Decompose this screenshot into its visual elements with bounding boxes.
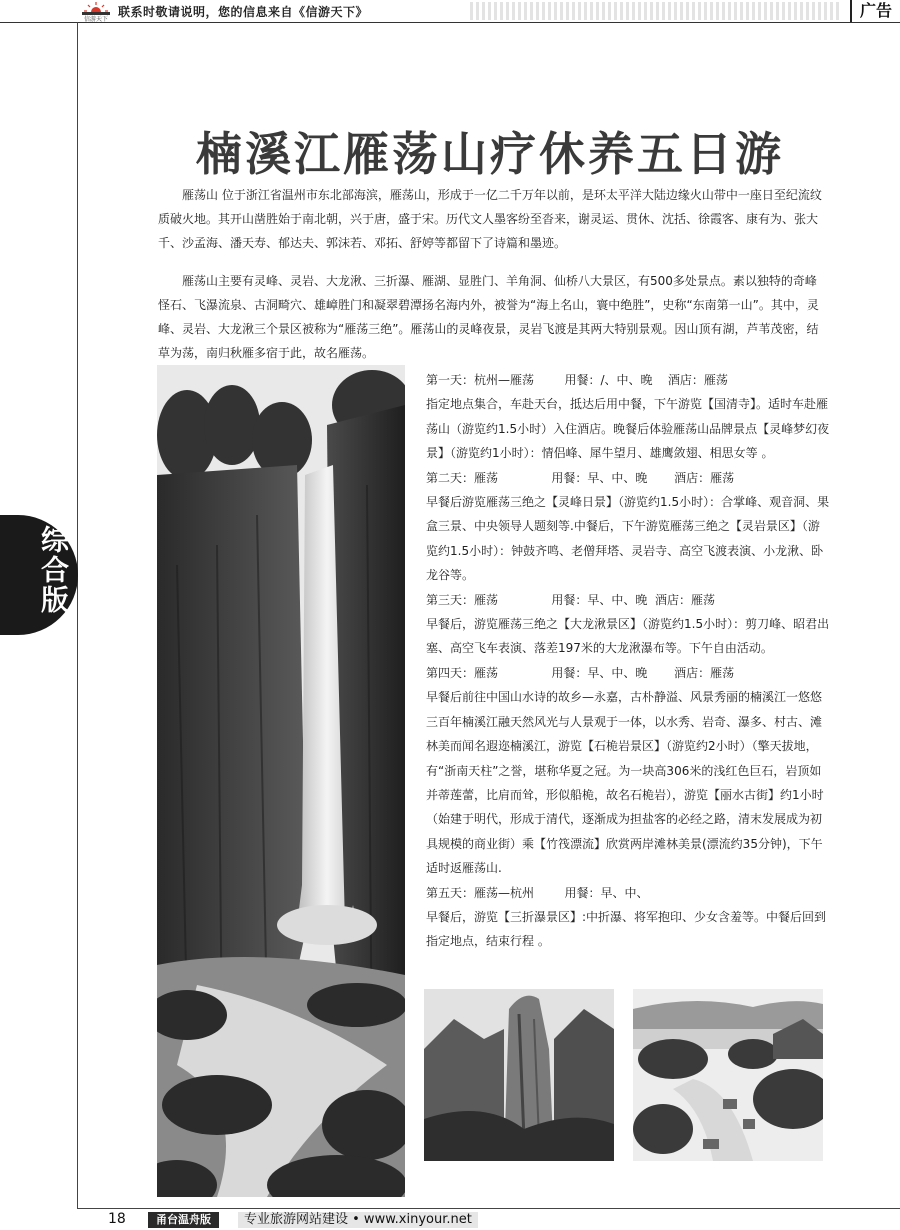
logo-text: 信游天下: [83, 16, 108, 23]
sun-logo-icon: [78, 1, 114, 15]
waterfall-photo: [157, 365, 405, 1197]
rock-pillar-photo: [424, 989, 614, 1161]
river-village-photo: [633, 989, 823, 1161]
day-section: [426, 368, 830, 466]
itinerary: [426, 368, 830, 954]
day-header: 第三天：雁荡 用餐：早、中、晚 酒店：雁荡: [426, 592, 716, 607]
day-header: 第四天：雁荡 用餐：早、中、晚 酒店：雁荡: [426, 665, 735, 680]
day-description: 指定地点集合，车赴天台，抵达后用中餐，下午游览【国清寺】。适时车赴雁荡山（游览约1.5小时）入住酒店。晚餐后体验雁荡山品牌景点【灵峰梦幻夜景】（游览约1小时）：情侣峰、犀牛望月、雄鹰敛翅、相思女等 。: [426, 397, 830, 461]
page-title: 楠溪江雁荡山疗休养五日游: [196, 127, 784, 181]
day-section: [426, 881, 830, 954]
contact-notice: 联系时敬请说明，您的信息来自《信游天下》: [118, 5, 369, 19]
day-section: [426, 466, 830, 588]
day-header: 第二天：雁荡 用餐：早、中、晚 酒店：雁荡: [426, 470, 735, 485]
footer: [0, 1210, 900, 1230]
day-header: 第五天：雁荡—杭州 用餐：早、中、: [426, 885, 649, 900]
day-description: 早餐后，游览【三折瀑景区】:中折瀑、将军抱印、少女含羞等。中餐后回到指定地点，结束行程 。: [426, 909, 827, 949]
logo: [78, 1, 114, 21]
top-bar: [0, 0, 900, 23]
decorative-pattern: [470, 2, 840, 20]
section-tab: [0, 515, 78, 635]
page-number: 18: [108, 1211, 126, 1227]
footer-slogan: 专业旅游网站建设 • www.xinyour.net: [238, 1212, 478, 1228]
day-header: 第一天：杭州—雁荡 用餐：/、中、晚 酒店：雁荡: [426, 373, 728, 387]
day-description: 早餐后前往中国山水诗的故乡—永嘉，古朴静溢、风景秀丽的楠溪江一悠悠三百年楠溪江融天然风光与人景观于一体，以水秀、岩奇、瀑多、村古、滩林美而闻名遐迩楠溪江，游览【石桅岩景区】（游览约2小时）（擎天拔地，有“浙南天柱”之誉，堪称华夏之冠。为一块高306米的浅红色巨石，岩顶如并蒂莲蕾，比肩而耸，形似船桅，故名石桅岩），游览【丽水古街】约1小时（始建于明代，形成于清代，逐渐成为担盐客的必经之路，清末发展成为初具规模的商业街）乘【竹筏漂流】欣赏两岸滩林美景(漂流约35分钟)，下午适时返雁荡山.: [426, 690, 824, 876]
ad-label: 广告: [850, 0, 900, 22]
day-section: [426, 661, 830, 881]
intro-paragraph: 雁荡山主要有灵峰、灵岩、大龙湫、三折瀑、雁湖、显胜门、羊角洞、仙桥八大景区，有500多处景点。素以独特的奇峰怪石、飞瀑流泉、古洞畸穴、雄嶂胜门和凝翠碧潭扬名海内外，被誉为“海上名山，寰中绝胜”，史称“东南第一山”。其中，灵峰、灵岩、大龙湫三个景区被称为“雁荡三绝”。雁荡山的灵峰夜景，灵岩飞渡是其两大特别景观。因山顶有湖，芦苇茂密，结草为荡，南归秋雁多宿于此，故名雁荡。: [158, 274, 819, 360]
day-section: [426, 588, 830, 661]
section-tab-label: 综合版: [37, 525, 70, 615]
day-description: 早餐后，游览雁荡三绝之【大龙湫景区】（游览约1.5小时）：剪刀峰、昭君出塞、高空飞车表演、落差197米的大龙湫瀑布等。下午自由活动。: [426, 617, 830, 656]
intro-paragraph: 雁荡山 位于浙江省温州市东北部海滨，雁荡山，形成于一亿二千万年以前，是环太平洋大陆边缘火山带中一座日至纪流纹质破火地。其开山凿胜始于南北朝，兴于唐，盛于宋。历代文人墨客纷至沓来，谢灵运、贯休、沈括、徐霞客、康有为、张大千、沙孟海、潘天寿、郁达夫、郭沫若、邓拓、舒婷等都留下了诗篇和墨迹。: [158, 188, 822, 250]
day-description: 早餐后游览雁荡三绝之【灵峰日景】（游览约1.5小时）：合掌峰、观音洞、果盒三景、中央领导人题刻等.中餐后，下午游览雁荡三绝之【灵岩景区】（游览约1.5小时）：钟鼓齐鸣、老僧拜塔、灵岩寺、高空飞渡表演、小龙湫、卧龙谷等。: [426, 495, 830, 583]
edition-label: 甬台温舟版: [148, 1212, 219, 1228]
